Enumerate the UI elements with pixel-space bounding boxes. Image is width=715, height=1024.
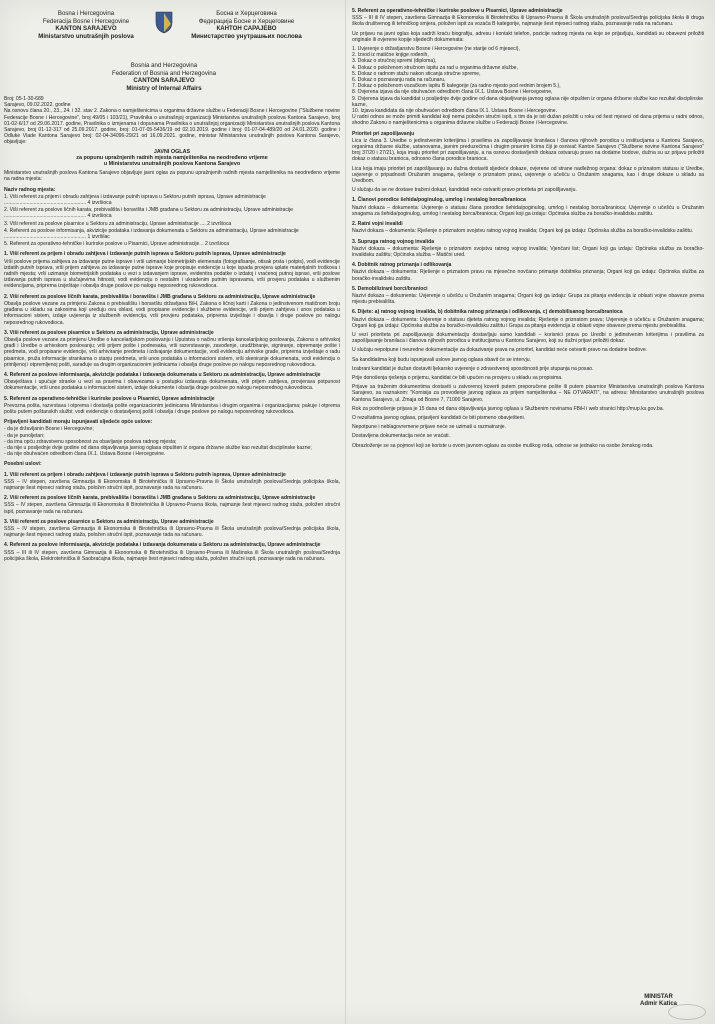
legal-basis: Na osnovu člana 20., 23., 24. i 32. stav 2. Zakona o namještenicima u organima državne službe u Federaciji Bosne i Hercegovine ("Službene novine Federacije Bosne i Hercegovine", broj 49/05 i 103/21), Pravilnika o unutrašnjoj organizaciji Ministarstva unutrašnjih poslova Kantona Sarajevo, broj 01-02-6/17 od 29.06.2017. godine, Pravilnika o izmjenama i dopunama Pravilnika o unutrašnjoj organizaciji Ministarstva unutrašnjih poslova Kantona Sarajevo, broj 01-12-317 od 25.09.2017. godine, broj: 01-07-05-5436/19 od 02.10.2019. godine i broj: 01-07-04-489/20 od 24.01.2020. godine i Odluke Vlade Kantona Sarajevo broj: 02-04-34096-29/21 od 16.09.2021. godine, ministar Ministarstva unutrašnjih poslova Kantona Sarajevo, objavljuje:	[4, 108, 340, 146]
general-conditions-list	[4, 426, 340, 457]
closing-paragraph: O rezultatima javnog oglasa, prijavljeni kandidati će biti pismeno obavješteni.	[352, 414, 525, 421]
description-heading: 1. Viši referent za prijem i obradu zahtjeva i izdavanje putnih isprava u Sektoru putnih isprava, Uprave administracije	[4, 251, 286, 258]
special-condition-text: SSS – III ili IV stepen, završena Gimnazija ili Ekonomska ili Birotehnička ili Upravno-Pravna ili Mašinska ili Škola unutrašnjih poslova/Srednja policijska škola, Elektrotehnička ili Saobraćajna škola, najmanje šest mjeseci radnog staža, položen stručni ispit, poznavanje rada na računaru.	[4, 549, 340, 562]
description-heading: 4. Referent za poslove informisanja, akvizicije podataka i izdavanja dokumenata u Sektoru za administraciju, Uprave administracije	[4, 371, 321, 378]
document-item: 4. Dokaz o položenom stručnom ispitu za rad u organima državne službe,	[352, 64, 518, 71]
general-condition: - da nije obuhvaćen odredbom člana IX.1. Ustava Bosne i Hercegovine.	[4, 451, 166, 458]
category-text: Nazivi dokaza – dokumenta: Uvjerenje o učešću u Oružanim snagama; Organi koji ga izdaju: Grupa za pitanja evidencija iz oblasti vojne obaveze prema mjestu prebivališta.	[352, 292, 704, 306]
documents-intro: Uz prijavu na javni oglas koja sadrži kraću biografiju, adresu i kontakt telefon, pozicije radnog mjesta na koje se prijavljuju, kandidati su obavezni priložiti originale ili ovjerene kopije sljedećih dokumenata:	[352, 30, 704, 43]
job-descriptions	[4, 251, 340, 415]
column-divider	[345, 0, 346, 1024]
special-conditions-list	[4, 472, 340, 562]
description-text: Vrši poslove prijema zahtjeva za izdavanje putne isprave i vrši uzimanje biometrijskih elemenata (fotografisanje, otisak prsta i potpis), vodi evidencije izdatih putnih isprava, vrši prijem zahtjeva za izdavanje putne isprave koje propisuje evidencije u koje ispada provjera uplate materijalnih troškova i radnih mjesta; vrši uzimanje biometrijskih podataka u vezi s izdavanjem isprave, evidentira podatke o izdatoj i vraćenoj putnoj ispravi, vrši poslove izdavanja putnih isprava u slučajevima hitnosti, vodi evidenciju o nestalim i ukradenim putnim ispravama, vrši provjeru podataka u službenim evidencijama, priprema izvještaje i obavlja druge poslove po nalogu neposrednog rukovodioca.	[4, 258, 340, 290]
position-item: 5. Referent za operativno-tehničke i kurirske poslove u Pisarnici, Uprave administracije .. 2 izvršioca	[4, 241, 230, 248]
document-item: 1. Uvjerenje o državljanstvu Bosne i Hercegovine (ne starije od 6 mjeseci),	[352, 46, 520, 53]
priority-categories	[352, 197, 704, 328]
right-top-text: SSS – III ili IV stepen, završena Gimnazija ili Ekonomska ili Birotehnička ili Upravno-Pravna ili Škola unutrašnjih poslova/Srednja policijska škola ili druga škola društvenog ili tehničkog smjera, položen ispit za vozača B kategorije, najmanje šest mjeseci radnog staža, poznavanje rada na računaru.	[352, 15, 704, 28]
closing-paragraph: Obrazloženje se sa pojmovi koji se koriste u ovom javnom oglasu za osobe muškog roda, odnose se jednako na osobe ženskog roda.	[352, 442, 654, 449]
letterhead-cyrillic: Босна и Херцеговина Федерација Босне и Херцеговине КАНТОН САРАЈЕВО Министарство унутрашњих послова	[191, 10, 302, 40]
closing-paragraph: U vezi prioriteta pri zapošljavanju dokumentaciju dostavljaju samo kandidati – korisnici prava po Uredbi o jedinstvenim kriterijima i pravilima za zapošljavanje branilaca i članova njihovih porodica u institucijama u Kantonu Sarajevo, koji su dužni prijavi priložiti dokaz.	[352, 331, 704, 345]
document-number: Broj: 05-1-30-689 Sarajevo, 09.02.2022. godine	[4, 96, 71, 109]
letterhead-bosnian: Bosna i Hercegovina Federacija Bosne i Hercegovine KANTON SARAJEVO Ministarstvo unutrašnjih poslova	[38, 10, 134, 40]
category-text: Nazivi dokaza – dokumenta: Uvjerenje o statusu djeteta ratnog vojnog invalida; Rješenje o priznatom pravu; Uvjerenje o učešću u Oružanim snagama; Organi koji ga izdaju: Općinska služba za boračko-invalidsku zaštitu i Grupa za pitanja evidencija iz oblasti vojne obaveze prema mjestu prebivališta.	[352, 316, 704, 329]
priority-text	[352, 138, 704, 194]
category-text: Nazivi dokaza – dokumenta: Rješenje o priznatom pravu na mjesečno novčano primanje dobitnika priznanja; Organi koji ga izdaju: Općinska služba za boračko-invalidsku zaštitu.	[352, 269, 704, 282]
category-heading: 3. Supruga ratnog vojnog invalida	[352, 238, 435, 245]
closing-paragraph: Izabrani kandidat je dužan dostaviti ljekarsko uvjerenje o zdravstvenoj sposobnosti prije stupanja na posao.	[352, 365, 594, 372]
positions-heading: Naziv radnog mjesta:	[4, 186, 56, 193]
special-condition-text: SSS – IV stepen, završena Gimnazija ili Ekonomska ili Birotehnička ili Upravno-Pravna škola, najmanje šest mjeseci radnog staža, položen stručni ispit, poznavanje rada na računaru.	[4, 502, 340, 515]
document-item: 5. Dokaz o radnom stažu nakon sticanja stručne spreme,	[352, 70, 481, 77]
description-text: Obavlja poslove vezane za primjenu Zakona o prebivalištu i boravištu državljana BiH, Zakona o ličnoj karti i Zakona o jedinstvenom matičnom broju građana u skladu sa zakonima koji uređuju ovu oblast, vodi propisane evidencije i službene evidencije, vrši prijem zahtjeva i unos podataka u informacioni sistem, izdaje uvjerenja iz službenih evidencija, vrši provjeru podataka, priprema izvještaje i obavlja i druge poslove po nalogu neposrednog rukovodioca.	[4, 300, 340, 326]
document-item: 9. Ovjerena izjava da kandidat u posljednje dvije godine od dana objavljivanja javnog oglasa nije otpušten iz organa državne službe kao rezultat disciplinske kazne,	[352, 95, 704, 108]
documents-note: U radni odnos se može primiti kandidat koji nema položen stručni ispit, s tim da je isti dužan položiti u roku od šest mjeseci od dana prijema u radni odnos, shodno Zakonu o namještenicima u organima državne službe u Federaciji Bosne i Hercegovine.	[352, 114, 704, 127]
closing-paragraph: Nepotpune i neblagovremene prijave neće se uzimati u razmatranje.	[352, 424, 507, 431]
notice-title: JAVNI OGLAS za popunu upražnjenih radnih mjesta namještenika na neodređeno vrijeme u Ministarstvu unutrašnjih poslova Kantona Sarajevo	[76, 148, 268, 168]
general-condition: - da nije u posljednje dvije godine od dana objavljivanja javnog oglasa otpušten iz organa državne službe kao rezultat disciplinske kazne;	[4, 444, 312, 451]
category-heading: 5. Demobilizirani borci/branioci	[352, 285, 428, 292]
right-top-heading: 5. Referent za operativno-tehničke i kurirske poslove u Pisarnici, Uprave administracije	[352, 8, 563, 14]
priority-paragraph: Lica iz člana 3. Uredbe o jedinstvenim kriterijima i pravilima za zapošljavanje branilaca i članova njihovih porodica u institucijama u Kantonu Sarajevo, organima državne službe, ustanovama, javnim preduzećima i drugim pravnim licima čiji je osnivač Kanton Sarajevo ("Službene novine Kantona Sarajevo" broj 37/20 i 27/21), koja imaju prioritet pri zapošljavanju, a na osnovu dostavljenih dokaza ostvaruju pravo na dodatne bodove, dužna su uz prijavu priložiti dokaz o statusu branioca, odnosno člana porodice branioca.	[352, 137, 704, 163]
closing-paragraph: Prijave sa traženim dokumentima dostaviti u zatvorenoj koverti putem preporučene pošte ili putem pisarnice Ministarstva unutrašnjih poslova Kantona Sarajevo, sa naznakom: "Komisija za provođenje javnog oglasa za prijem namještenika – NE OTVARATI", na adresu: Ministarstvo unutrašnjih poslova Kantona Sarajevo, ul. Zmaja od Bosne 7, 71000 Sarajevo.	[352, 384, 704, 403]
document-item: 3. Dokaz o stručnoj spremi (diploma),	[352, 58, 437, 65]
document-item: 6. Dokaz o poznavanju rada na računaru,	[352, 77, 446, 84]
document-item: 7. Dokaz o položenom vozačkom ispitu B kategorije (za radno mjesto pod rednim brojem 5.),	[352, 83, 561, 90]
description-heading: 5. Referent za operativno-tehničke i kurirske poslove u Pisarnici, Uprave administracije	[4, 395, 215, 402]
document-item: 10. Izjava kandidata da nije obuhvaćen odredbom člana IX.1. Ustava Bosne i Hercegovine.	[352, 108, 558, 115]
description-heading: 2. Viši referent za poslove ličnih karata, prebivališta i boravišta i JMB građana u Sektoru za administraciju, Uprave administracije	[4, 293, 316, 300]
closing-paragraph: Sa kandidatima koji budu ispunjavali uslove javnog oglasa obavit će se intervju.	[352, 356, 531, 363]
special-condition-heading: 2. Viši referent za poslove ličnih karata, prebivališta i boravišta i JMB građana u Sektoru za administraciju, Uprave administracije	[4, 495, 316, 502]
priority-paragraph: Lica koja imaju prioritet pri zapošljavanju su dužna dostaviti sljedeće dokaze, ovjerene od strane nadležnog organa: dokaz o priznatom statusu iz Uredbe, uvjerenje o pripadnosti Oružanim snagama, rješenje o priznatom pravu, uvjerenje o učešću u Oružanim snagama, kao i druge dokaze u skladu sa Uredbom.	[352, 165, 704, 185]
special-condition-text: SSS – IV stepen, završena Gimnazija ili Ekonomska ili Birotehnička ili Upravno-Pravna ili Škola unutrašnjih poslova/Srednja policijska škola, najmanje šest mjeseci radnog staža, položen stručni ispit, poznavanje rada na računaru.	[4, 478, 340, 491]
category-text: Nazivi dokaza – dokumenta: Rješenje o priznatom svojstvu ratnog vojnog invalida; Organi koji ga izdaju: Općinska služba za boračko-invalidsku zaštitu.	[352, 228, 694, 235]
position-item: 4. Referent za poslove informisanja, akvizicije podataka i izdavanja dokumenata u Sektoru za administraciju, Uprave administracije .......................................................... 1 izvršilac	[4, 227, 299, 241]
special-conditions-heading: Posebni uslovi:	[4, 461, 42, 468]
document-item: 8. Ovjerena izjava da nije obuhvaćen odredbom člana IX.1. Ustava Bosne i Hercegovine,	[352, 89, 553, 96]
description-text: Obavještava i upućuje stranke u vezi sa pravima i obavezama u postupku izdavanja dokumenata, vrši prijem zahtjeva, provjerava potpunost dokumentacije, vrši unos podataka u informacioni sistem, izdaje dokumente i obavlja druge poslove po nalogu neposrednog rukovodioca.	[4, 379, 340, 392]
category-heading: 6. Dijete: a) ratnog vojnog invalida, b) dobitnika ratnog priznanja i odlikovanja, c) demobilisanog borca/branioca	[352, 309, 623, 316]
closing-paragraphs	[352, 332, 704, 449]
document-item: 2. Izvod iz matične knjige rođenih,	[352, 52, 429, 59]
description-text: Obavlja poslove vezane za primjenu Uredbe o kancelarijskom poslovanju i Uputstva o načinu vršenja kancelarijskog poslovanja, Zakona o arhivskoj građi i Uredbe o arhivskom poslovanju; vrši prijem pošte i podnesaka, vrši razvrstavanje, zavođenje, urudžbiranje, signiranje, otpremanje pošte i predmeta, vodi propisane evidencije, vrši arhiviranje predmeta i izdvajanje dokumentacije, vodi evidenciju arhivske građe, priprema izvještaje o radu pisarnice, pruža informacije strankama o stanju predmeta, vrši unos podataka u informacioni sistem, vrši skeniranje dokumenata, vodi evidenciju o primljenoj i otpremljenoj pošti, sarađuje sa drugim organizacionim jedinicama i obavlja druge poslove po nalogu neposrednog rukovodioca.	[4, 336, 340, 368]
priority-paragraph: U slučaju da se ne dostave traženi dokazi, kandidati neće ostvariti pravo prioriteta pri zapošljavanju.	[352, 187, 577, 194]
letterhead	[4, 4, 340, 94]
closing-paragraph: Dostavljena dokumentacija neće se vraćati.	[352, 433, 450, 440]
description-text: Prevozna pošta, razvrstava i otprema i dostavlja pošte organizacionim jedinicama Ministarstva i drugim organima i organizacijama; pakuje i otprema poštu putem poštanskih službi; vodi evidencije o dostavljenoj pošti i obavlja i druge poslove po nalogu neposrednog rukovodioca.	[4, 402, 340, 415]
position-item: 2. Viši referent za poslove ličnih karata, prebivališta i boravišta i JMB građana u Sektoru za administraciju, Uprave administracije .......................................................... 4 izvršioca	[4, 207, 293, 220]
closing-paragraph: U slučaju nepotpune i neuredne dokumentacije za dokazivanje prava na prioritet, kandidat neće ostvariti pravo na dodatne bodove.	[352, 347, 648, 354]
coat-of-arms-icon	[154, 10, 174, 34]
positions-list	[4, 194, 340, 248]
category-text: Nazivi dokaza – dokumenta: Uvjerenje o statusu člana porodice šehida/poginulog, umrlog i nestalog borca/branioca; Uvjerenje o učešću u Oružanim snagama za šehida/poginulog, umrlog i nestalog borca/branioca; Organi koji ga izdaju: Općinska služba za boračko-invalidsku zaštitu.	[352, 204, 704, 217]
description-heading: 3. Viši referent za poslove pisarnice u Sektoru za administraciju, Uprave administracije	[4, 329, 214, 336]
right-column	[352, 4, 704, 452]
intro-text: Ministarstvo unutrašnjih poslova Kantona Sarajevo objavljuje javni oglas za popunu upražnjenih radnih mjesta namještenika na neodređeno vrijeme na radna mjesta:	[4, 170, 340, 183]
category-heading: 1. Članovi porodice šehida/poginulog, umrlog i nestalog borca/branioca	[352, 197, 526, 204]
general-condition: - da ima opću zdravstvenu sposobnost za obavljanje poslova radnog mjesta;	[4, 438, 177, 445]
special-condition-heading: 1. Viši referent za prijem i obradu zahtjeva i izdavanje putnih isprava u Sektoru putnih isprava, Uprave administracije	[4, 471, 286, 478]
letterhead-english: Bosnia and Herzegovina Federation of Bosnia and Herzegovina CANTON SARAJEVO Ministry of Internal Affairs	[112, 62, 216, 92]
left-column	[4, 4, 340, 565]
special-condition-heading: 4. Referent za poslove informisanja, akvizicije podataka i izdavanja dokumenata u Sektoru za administraciju, Uprave administracije	[4, 542, 321, 549]
signature-block: MINISTAR Admir Katica	[640, 994, 678, 1007]
general-conditions-heading: Prijavljeni kandidati moraju ispunjavati sljedeće opće uslove:	[4, 419, 153, 426]
general-condition: - da je državljanin Bosne i Hercegovine;	[4, 426, 94, 433]
category-text: Nazivi dokaza – dokumenta: Rješenje o priznatom svojstvu ratnog vojnog invalida; Vjenčani list; Organi koji ga izdaju: Općinska služba za boračko-invalidsku zaštitu; Općinska služba – Matični ured.	[352, 245, 704, 258]
category-heading: 4. Dobitnik ratnog priznanja i odlikovanja	[352, 262, 452, 269]
position-item: 3. Viši referent za poslove pisarnice u Sektoru za administraciju, Uprave administracije .... 2 izvršioca	[4, 220, 232, 227]
official-stamp-icon	[668, 1004, 706, 1020]
general-condition: - da je punoljetan;	[4, 432, 45, 439]
closing-paragraph: Rok za podnošenje prijava je 15 dana od dana objavljivanja javnog oglasa u Službenim novinama FBiH i web stranici http://mup.ks.gov.ba.	[352, 405, 664, 412]
special-condition-text: SSS – IV stepen, završena Gimnazija ili Ekonomska ili Birotehnička ili Upravno-Pravna ili Škola unutrašnjih poslova/Srednja policijska škola, najmanje šest mjeseci radnog staža, položen stručni ispit, poznavanje rada na računaru.	[4, 525, 340, 539]
closing-paragraph: Prije donošenja rješenja o prijemu, kandidat će biti upućen na provjeru u skladu sa propisima.	[352, 374, 563, 381]
position-item: 1. Viši referent za prijem i obradu zahtjeva i izdavanje putnih isprava u Sektoru putnih isprava, Uprave administracije .......................................................... 4 izvršioca	[4, 193, 266, 207]
documents-list	[352, 46, 704, 114]
category-heading: 2. Ratni vojni invalidi	[352, 221, 403, 228]
priority-heading: Prioritet pri zapošljavanju	[352, 130, 415, 137]
special-condition-heading: 3. Viši referent za poslove pisarnice u Sektoru za administraciju, Uprave administracije	[4, 518, 214, 525]
